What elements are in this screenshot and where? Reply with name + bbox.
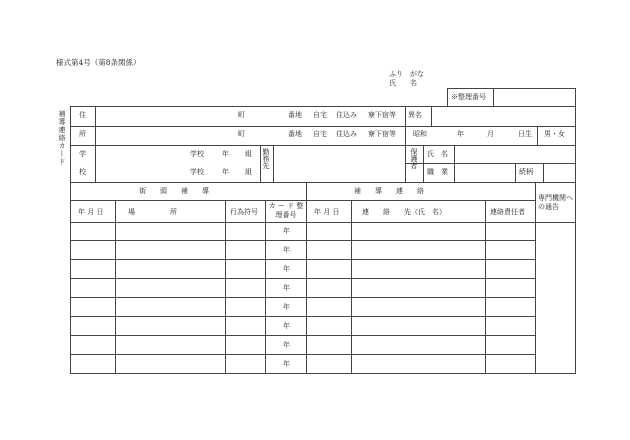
- table-cell[interactable]: [266, 260, 305, 278]
- showa-label: 昭和: [413, 130, 427, 138]
- row-year-mark: 年: [283, 284, 290, 292]
- table-cell[interactable]: [226, 279, 264, 297]
- zokugara-field[interactable]: [544, 164, 575, 182]
- address-machi-1: 町: [238, 111, 245, 119]
- table-cell[interactable]: [116, 223, 224, 240]
- address-ryoge-1: 寮下宿等: [368, 111, 396, 119]
- school-gakkou-2: 学校: [190, 168, 204, 176]
- table-cell[interactable]: [116, 241, 224, 259]
- table-cell[interactable]: [352, 317, 484, 335]
- table-cell[interactable]: [486, 355, 534, 373]
- table-cell[interactable]: [71, 279, 114, 297]
- address-machi-2: 町: [238, 130, 245, 138]
- table-cell[interactable]: [352, 355, 484, 373]
- table-cell[interactable]: [226, 241, 264, 259]
- address-label-jyu: 住: [79, 111, 86, 119]
- table-cell[interactable]: [266, 298, 305, 316]
- table-cell[interactable]: [116, 355, 224, 373]
- table-cell[interactable]: [116, 336, 224, 354]
- table-cell[interactable]: [71, 298, 114, 316]
- table-cell[interactable]: [352, 241, 484, 259]
- table-cell[interactable]: [71, 355, 114, 373]
- section-gaitou-hodou: 街 頭 補 導: [139, 187, 209, 195]
- table-cell[interactable]: [486, 223, 534, 240]
- table-cell[interactable]: [226, 355, 264, 373]
- birth-day-label: 日生: [518, 130, 532, 138]
- senmon-tsukoku-field[interactable]: [536, 223, 575, 373]
- hogosha-name-label: 氏 名: [427, 150, 448, 158]
- school-gakkou-1: 学校: [190, 150, 204, 158]
- kinmusaki-label: 勤務先: [262, 148, 270, 169]
- school-label-kou: 校: [79, 168, 86, 176]
- section-hodou-renraku: 補 導 連 絡: [354, 187, 424, 195]
- table-cell[interactable]: [307, 223, 350, 240]
- table-cell[interactable]: [266, 223, 305, 240]
- zokugara-label: 続柄: [519, 168, 533, 176]
- hogosha-label: 保護者: [410, 148, 418, 169]
- table-cell[interactable]: [307, 260, 350, 278]
- table-cell[interactable]: [266, 279, 305, 297]
- seiri-bango-label: ※整理番号: [451, 93, 486, 101]
- table-cell[interactable]: [486, 279, 534, 297]
- table-cell[interactable]: [486, 298, 534, 316]
- school-kumi-2: 組: [245, 168, 252, 176]
- col-header-place: 場 所: [128, 208, 177, 216]
- col-header-date-2: 年 月 日: [314, 208, 340, 216]
- furigana-label: ふり がな: [389, 70, 424, 78]
- address-banchi-2: 番地: [288, 130, 302, 138]
- school-label-gaku: 学: [79, 150, 86, 158]
- table-cell[interactable]: [307, 317, 350, 335]
- table-cell[interactable]: [71, 260, 114, 278]
- table-cell[interactable]: [266, 317, 305, 335]
- table-cell[interactable]: [116, 260, 224, 278]
- table-cell[interactable]: [307, 241, 350, 259]
- table-cell[interactable]: [226, 336, 264, 354]
- col-header-act-code: 行為符号: [230, 208, 258, 216]
- col-header-person: 連絡責任者: [490, 208, 525, 216]
- birth-year-label: 年: [457, 130, 464, 138]
- table-cell[interactable]: [71, 241, 114, 259]
- row-year-mark: 年: [283, 341, 290, 349]
- table-cell[interactable]: [352, 336, 484, 354]
- table-cell[interactable]: [226, 298, 264, 316]
- form-number: 様式第4号（第8条関係）: [56, 58, 141, 67]
- table-cell[interactable]: [266, 241, 305, 259]
- table-cell[interactable]: [307, 279, 350, 297]
- table-cell[interactable]: [266, 355, 305, 373]
- address-sumikomi-1: 住込み: [336, 111, 357, 119]
- address-banchi-1: 番地: [288, 111, 302, 119]
- school-kumi-1: 組: [245, 150, 252, 158]
- row-year-mark: 年: [283, 360, 290, 368]
- hogosha-job-field[interactable]: [455, 164, 515, 182]
- table-cell[interactable]: [486, 260, 534, 278]
- birth-month-label: 月: [487, 130, 494, 138]
- row-year-mark: 年: [283, 246, 290, 254]
- row-year-mark: 年: [283, 265, 290, 273]
- table-cell[interactable]: [116, 279, 224, 297]
- table-cell[interactable]: [71, 317, 114, 335]
- col-header-date-1: 年 月 日: [78, 208, 104, 216]
- address-jitaku-2: 自宅: [313, 130, 327, 138]
- gender-field[interactable]: 男・女: [544, 130, 565, 138]
- table-cell[interactable]: [486, 336, 534, 354]
- table-cell[interactable]: [352, 298, 484, 316]
- hogosha-job-label: 職 業: [427, 168, 448, 176]
- row-year-mark: 年: [283, 303, 290, 311]
- table-cell[interactable]: [116, 298, 224, 316]
- table-cell[interactable]: [486, 241, 534, 259]
- seiri-bango-field[interactable]: [494, 89, 575, 106]
- table-cell[interactable]: [352, 260, 484, 278]
- row-year-mark: 年: [283, 322, 290, 330]
- table-cell[interactable]: [307, 355, 350, 373]
- row-year-mark: 年: [283, 227, 290, 235]
- kinmusaki-field[interactable]: [274, 146, 405, 182]
- address-sumikomi-2: 住込み: [336, 130, 357, 138]
- school-nen-2: 年: [222, 168, 229, 176]
- table-cell[interactable]: [266, 336, 305, 354]
- table-cell[interactable]: [307, 336, 350, 354]
- table-cell[interactable]: [71, 336, 114, 354]
- address-label-sho: 所: [79, 130, 86, 138]
- address-jitaku-1: 自宅: [313, 111, 327, 119]
- school-nen-1: 年: [222, 150, 229, 158]
- table-cell[interactable]: [307, 298, 350, 316]
- senmon-tsukoku-header: 専門機関への通告: [538, 194, 573, 212]
- table-cell[interactable]: [226, 260, 264, 278]
- table-cell[interactable]: [486, 317, 534, 335]
- table-cell[interactable]: [226, 223, 264, 240]
- hogosha-name-field[interactable]: [455, 146, 575, 163]
- table-cell[interactable]: [352, 223, 484, 240]
- table-cell[interactable]: [116, 317, 224, 335]
- table-cell[interactable]: [71, 223, 114, 240]
- ibetsumei-field[interactable]: [432, 107, 575, 126]
- col-header-contact: 連 絡 先（氏 名）: [362, 208, 446, 216]
- side-title: 補導連絡カード: [58, 110, 66, 166]
- address-ryoge-2: 寮下宿等: [368, 130, 396, 138]
- col-header-card-number: カ ー ド 整理番号: [268, 202, 304, 220]
- ibetsumei-label: 異名: [408, 111, 422, 119]
- table-cell[interactable]: [226, 317, 264, 335]
- name-label: 氏 名: [389, 79, 417, 87]
- table-cell[interactable]: [352, 279, 484, 297]
